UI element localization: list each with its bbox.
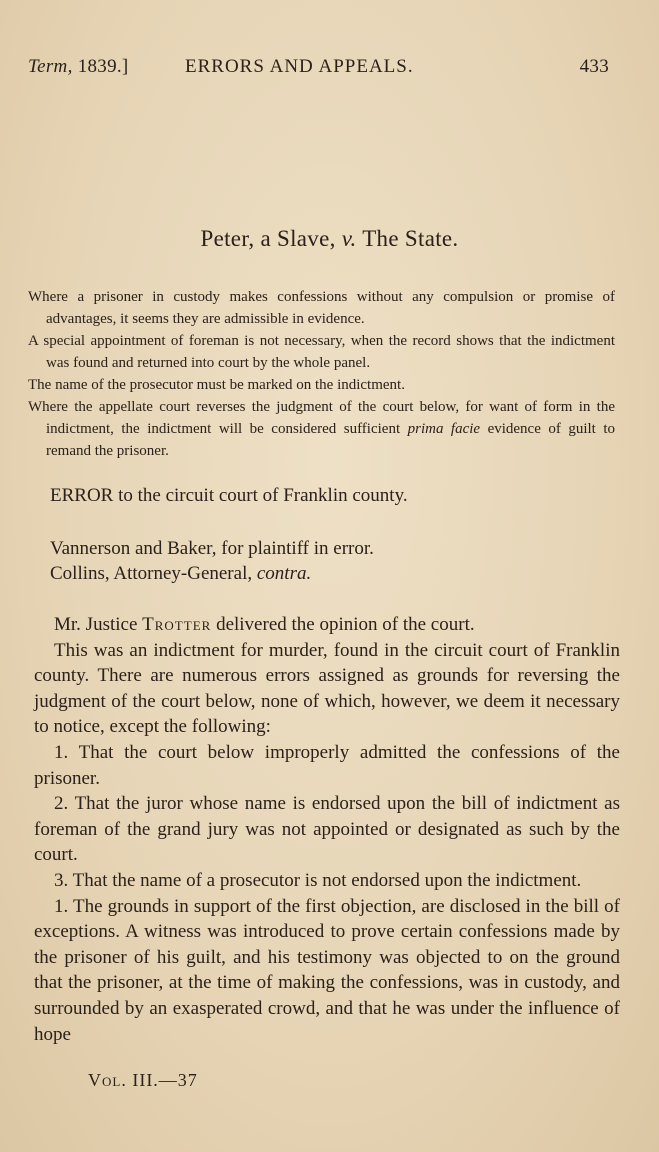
counsel-block	[50, 536, 620, 586]
defendant-counsel-name: Collins, Attorney-General,	[50, 563, 257, 584]
headnote-italic: prima facie	[407, 421, 481, 437]
case-title-party-2: The State.	[356, 226, 459, 251]
opinion-paragraph: 1. The grounds in support of the first objection, are disclosed in the bill of exceptions. A witness was introduced to prove certain confessions made by the prisoner of his guilt, and his testimony was objected to on the ground that the prisoner, at the time of making the confessions, was in custody, and surrounded by an exasperated crowd, and that he was under the influence of hope	[34, 895, 620, 1045]
opinion-paragraph: 2. That the juror whose name is endorsed upon the bill of indictment as foreman of the grand jury was not appointed or designated as such by the court.	[34, 793, 620, 866]
justice-name: Trotter	[142, 614, 212, 635]
defendant-counsel	[50, 561, 620, 586]
opinion-intro-text: Mr. Justice	[54, 614, 143, 635]
case-title	[0, 226, 659, 252]
defendant-counsel-role: contra.	[256, 563, 312, 584]
running-head	[28, 56, 609, 82]
case-title-versus: v.	[341, 226, 357, 251]
headnote: The name of the prosecutor must be marked on the indictment.	[28, 377, 405, 393]
headnote-text: Where the appellate court reverses the judgment of the court below, for want of form in the indictment, the indictment will be considered sufficient	[28, 399, 615, 437]
opinion-intro	[34, 612, 620, 638]
plaintiff-counsel: Vannerson and Baker, for plaintiff in error.	[50, 538, 374, 559]
opinion-intro-text: delivered the opinion of the court.	[211, 614, 475, 635]
headnote-text: evidence of guilt to remand the prisoner.	[46, 421, 615, 459]
opinion-body	[34, 612, 620, 1047]
headnote	[28, 396, 615, 462]
headnote: A special appointment of foreman is not necessary, when the record shows that the indictment was found and returned into court by the whole panel.	[28, 333, 615, 371]
opinion-paragraph: 3. That the name of a prosecutor is not endorsed upon the indictment.	[54, 869, 582, 891]
opinion-paragraph: 1. That the court below improperly admitted the confessions of the prisoner.	[34, 741, 620, 789]
running-head-term	[28, 56, 129, 78]
page-number: 433	[579, 56, 609, 77]
headnotes	[28, 286, 615, 462]
signature-mark: Vol. III.—37	[88, 1070, 198, 1090]
opinion-paragraph: This was an indictment for murder, found in the circuit court of Franklin county. There are numerous errors assigned as grounds for reversing the judgment of the court below, none of which, however, we deem it necessary to notice, except the following:	[34, 639, 620, 738]
case-title-party-1: Peter, a Slave,	[200, 226, 342, 251]
headnote: Where a prisoner in custody makes confessions without any compulsion or promise of advantages, it seems they are admissible in evidence.	[28, 289, 615, 327]
term-label: Term,	[28, 56, 73, 77]
term-year: 1839.]	[77, 56, 129, 77]
error-statement: ERROR to the circuit court of Franklin county.	[50, 485, 408, 506]
section-title: ERRORS AND APPEALS.	[185, 56, 414, 77]
